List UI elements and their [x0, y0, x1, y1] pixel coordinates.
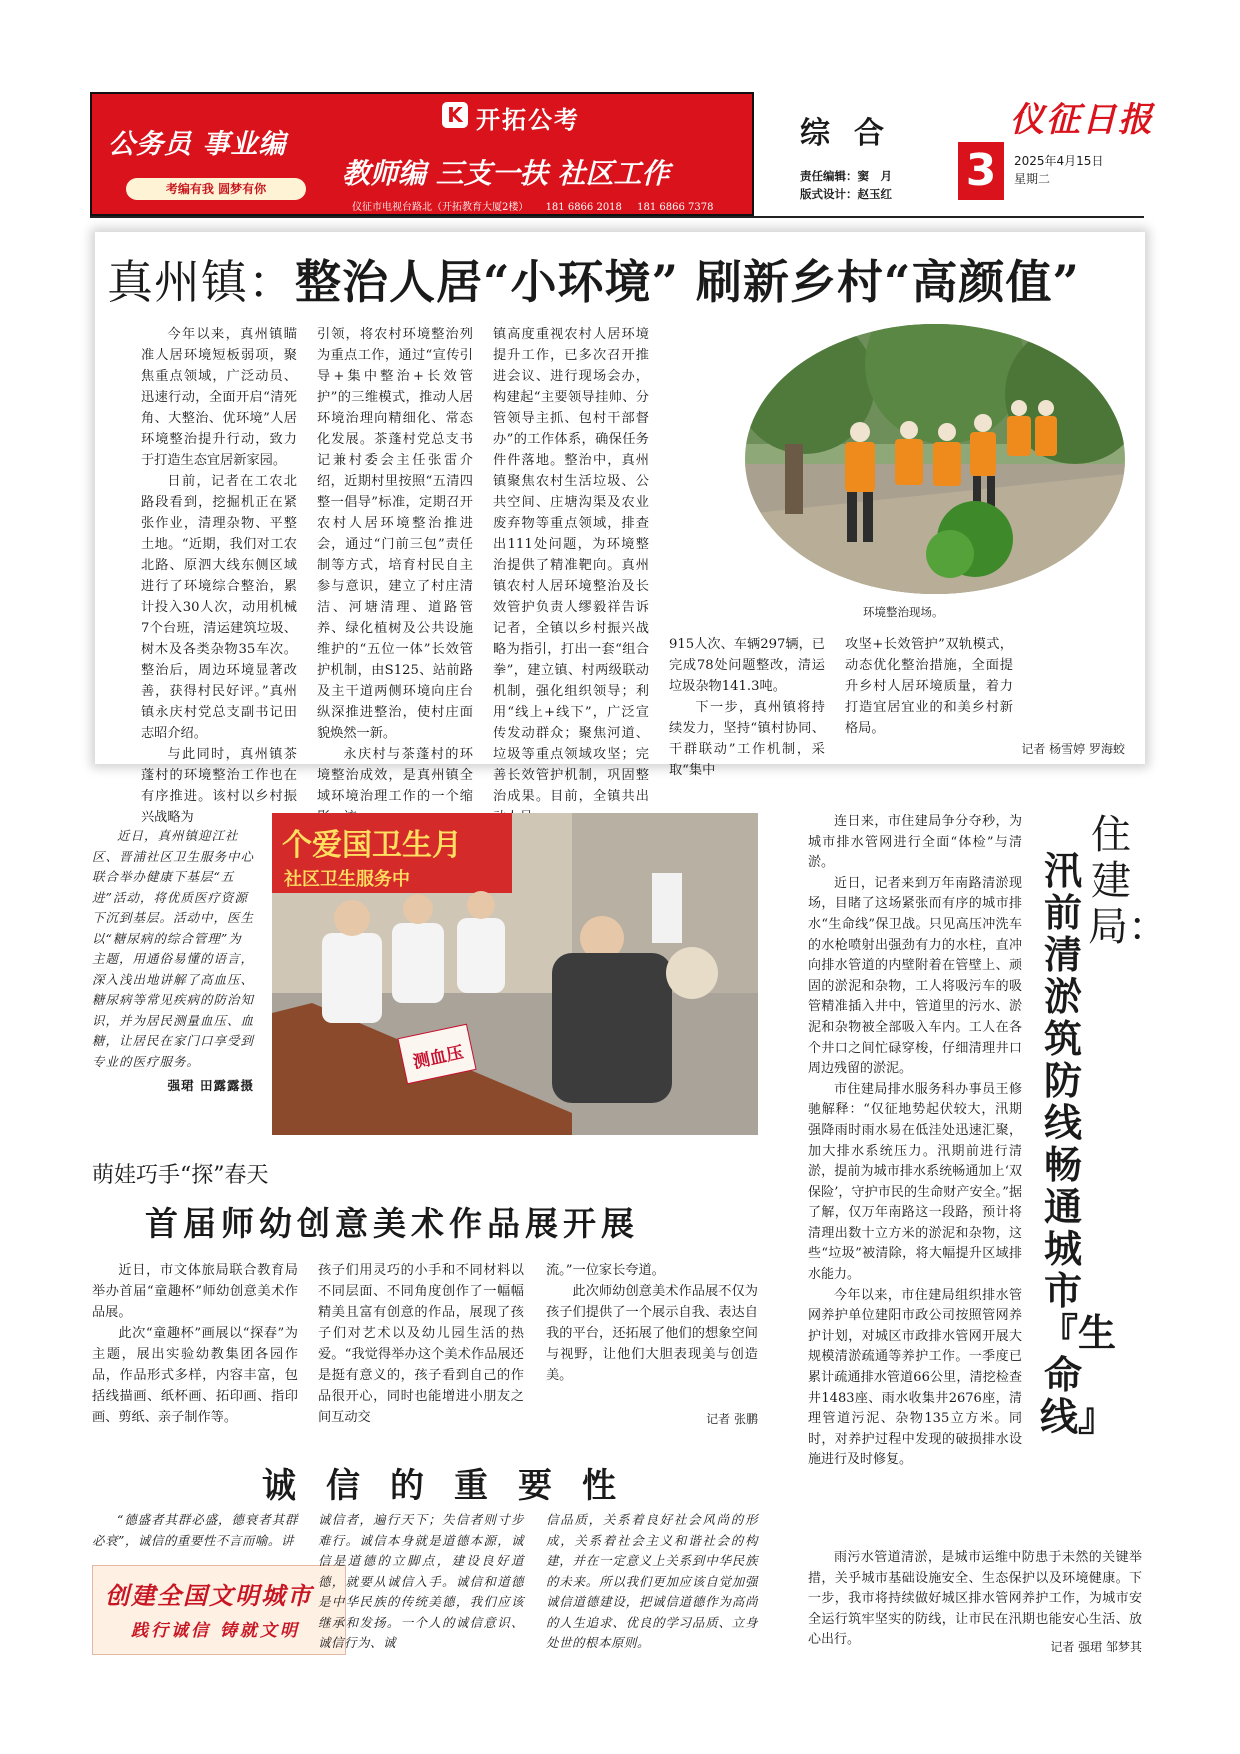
kids-article-kicker: 萌娃巧手“探”春天	[92, 1163, 269, 1188]
newspaper-logo: 仪征日报	[1010, 100, 1154, 140]
editor-credit: 责任编辑：窦 月	[800, 169, 892, 183]
paragraph: 与此同时，真州镇茶蓬村的环境整治工作也在有序推进。该村以乡村振兴战略为	[141, 747, 297, 825]
issue-weekday: 星期二	[1014, 172, 1051, 186]
cleanup-photo	[745, 324, 1125, 594]
right-article-title-prefix: 住建局：	[1088, 812, 1168, 950]
advertisement-banner	[90, 92, 754, 216]
health-photo-caption	[92, 826, 254, 1097]
paragraph: 日前，记者在工农北路段看到，挖掘机正在紧张作业，清理杂物、平整土地。“近期，我们对工农北路、原泗大线东侧区域进行了环境综合整治，累计投入30人次，动用机械7个台班，清运建筑垃圾、树木及各类杂物35车次。整治后，周边环境显著改善，获得村民好评。”真州镇永庆村党总支副书记田志昭介绍。	[141, 474, 297, 741]
paragraph: 引领，将农村环境整治列为重点工作，通过“宣传引导+集中整治+长效管护”的三维模式，推动人居环境治理向精细化、常态化发展。茶蓬村党总支书记兼村委会主任张雷介绍，近期村里按照“五清四整一倡导”标准，定期召开农村人居环境整治推进会，通过“门前三包”责任制等方式，培育村民自主参与意识，建立了村庄清洁、河塘清理、道路管养、绿化植树及公共设施维护的“五位一体”长效管护机制，由S125、站前路及主干道两侧环境向庄台纵深推进整治，使村庄面貌焕然一新。	[317, 327, 473, 741]
headline-main: 整治人居“小环境” 刷新乡村“高颜值”	[295, 255, 1080, 309]
top-article-card	[95, 232, 1145, 825]
headline-prefix: 真州镇：	[107, 255, 295, 309]
photo-caption: 环境整治现场。	[863, 605, 944, 619]
paragraph: 915人次、车辆297辆，已完成78处问题整改，清运垃圾杂物141.3吨。	[669, 637, 825, 694]
ad-address-text: 仪征市电视台路北（开拓教育大厦2楼）	[352, 202, 529, 213]
paragraph: 此次师幼创意美术作品展不仅为孩子们提供了一个展示自我、表达自我的平台，还拓展了他们的想象空间与视野，让他们大胆表现美与创造美。	[546, 1284, 758, 1383]
paragraph: 攻坚+长效管护”双轨模式，动态优化整治措施，全面提升乡村人居环境质量，着力打造宜居宜业的和美乡村新格局。	[845, 637, 1013, 736]
ad-right-title: 教师编 三支一扶 社区工作	[342, 157, 670, 190]
designer-credit: 版式设计：赵玉红	[800, 187, 892, 201]
kids-article-byline: 记者 张鹏	[706, 1412, 758, 1426]
kids-article-headline: 首届师幼创意美术作品展开展	[145, 1204, 639, 1243]
kids-article-col-1	[92, 1260, 298, 1428]
ad-address	[352, 198, 713, 213]
ad-left-title: 公务员 事业编	[108, 129, 287, 160]
paragraph: 雨污水管道清淤，是城市运维中防患于未然的关键举措，关乎城市基础设施安全、生态保护以及环境健康。下一步，我市将持续做好城区排水管网养护工作，为城市安全运行筑牢坚实的防线，让市民在汛期也能安心生活、放心出行。	[808, 1550, 1142, 1648]
right-article-body-lower	[808, 1548, 1142, 1651]
right-article-body-upper	[808, 812, 1022, 1471]
health-service-photo	[272, 813, 758, 1135]
honesty-essay-title: 诚信的重要性	[262, 1466, 646, 1506]
top-article-col-2	[317, 324, 473, 828]
ad-phone-1: 181 6866 2018	[545, 202, 622, 213]
paragraph: 诚信者，遍行天下；失信者则寸步难行。诚信本身就是道德本源，诚信是道德的立脚点，建设良好道德，就要从诚信入手。诚信和道德是中华民族的传统美德，我们应该继承和发扬。一个人的诚信意识、诚信行为、诚	[318, 1512, 524, 1650]
paragraph: “德盛者其群必盛，德衰者其群必衰”，诚信的重要性不言而喻。讲	[92, 1512, 298, 1548]
page-number: 3	[958, 142, 1004, 200]
ad-phone-2: 181 6866 7378	[637, 202, 714, 213]
paragraph: 流。”一位家长夸道。	[546, 1263, 665, 1278]
paragraph: 近日，市文体旅局联合教育局举办首届“童趣杯”师幼创意美术作品展。	[92, 1263, 298, 1320]
caption-text: 近日，真州镇迎江社区、晋浦社区卫生服务中心联合举办健康下基层“五进”活动，将优质医疗资源下沉到基层。活动中，医生以“糖尿病的综合管理”为主题，用通俗易懂的语言，深入浅出地讲解了高血压、糖尿病等常见疾病的防治知识，并为居民测量血压、血糖，让居民在家门口享受到专业的医疗服务。	[92, 828, 255, 1069]
photo-credit: 强珺 田露露摄	[167, 1078, 254, 1093]
cleanup-photo-image	[745, 324, 1125, 594]
paragraph: 近日，记者来到万年南路清淤现场，目睹了这场紧张而有序的城市排水“生命线”保卫战。只见高压冲洗车的水枪喷射出强劲有力的水柱，直冲向排水管道的内壁附着在管壁上、顽固的淤泥和杂物，工人将吸污车的吸管精准插入井中，管道里的污水、淤泥和杂物被全部吸入车内。工人在各个井口之间忙碌穿梭，仔细清理井口周边残留的淤泥。	[808, 875, 1022, 1077]
paragraph: 永庆村与茶蓬村的环境整治成效，是真州镇全域环境治理工作的一个缩	[317, 747, 473, 804]
honesty-essay-col-2	[318, 1510, 524, 1654]
kids-article-col-2	[318, 1260, 524, 1428]
header-divider	[90, 216, 1144, 218]
civilization-promo-banner	[92, 1565, 346, 1655]
honesty-essay-col-1	[92, 1510, 298, 1551]
top-article-headline	[107, 246, 1080, 312]
paragraph: 孩子们用灵巧的小手和不同材料以不同层面、不同角度创作了一幅幅精美且富有创意的作品，展现了孩子们对艺术以及幼儿园生活的热爱。“我觉得举办这个美术作品展还是挺有意义的，孩子看到自己的作品很开心，同时也能增进小朋友之间互动交	[318, 1263, 524, 1425]
top-article-col-3	[493, 324, 649, 828]
sign-text: 测血压	[411, 1042, 466, 1073]
banner-subtext: 社区卫生服务中	[284, 869, 410, 890]
paragraph: 下一步，真州镇将持续发力，坚持“镇村协同、干群联动”工作机制，采取“集中	[669, 700, 825, 778]
top-article-byline: 记者 杨雪婷 罗海蛟	[1021, 742, 1125, 756]
paragraph: 市住建局排水服务科办事员王修驰解释：“仅征地势起伏较大，汛期强降雨时雨水易在低洼处迅速汇聚，加大排水系统压力。汛期前进行清淤，提前为城市排水系统畅通加上‘双保险’，守护市民的生命财产安全。”据了解，仅万年南路这一段路，预计将清理出数十立方米的淤泥和杂物，这些“垃圾”被清除，将大幅提升区域排水能力。	[808, 1081, 1022, 1283]
top-article-col-4	[669, 634, 825, 781]
honesty-essay-col-3	[546, 1510, 758, 1654]
ad-logo-icon: K	[442, 102, 468, 128]
ad-brand-name: 开拓公考	[476, 106, 580, 134]
promo-line-1: 创建全国文明城市	[105, 1581, 313, 1610]
right-article-title-main: 汛前清淤筑防线 畅通城市『生命线』	[1040, 848, 1117, 1439]
paragraph: 信品质，关系着良好社会风尚的形成，关系着社会主义和谐社会的构建，并在一定意义上关系到中华民族的未来。所以我们更加应该自觉加强诚信道德建设，把诚信道德作为高尚的人生追求、优良的学习品质、立身处世的根本原则。	[546, 1512, 758, 1650]
kids-article-col-3	[546, 1260, 758, 1386]
promo-line-2: 践行诚信 铸就文明	[131, 1621, 300, 1641]
top-article-col-5	[845, 634, 1013, 739]
paragraph: 此次“童趣杯”画展以“探春”为主题，展出实验幼教集团各园作品，作品形式多样，内容丰富，包括线描画、纸杯画、拓印画、指印画、剪纸、亲子制作等。	[92, 1326, 298, 1425]
paragraph: 今年以来，市住建局组织排水管网养护单位建阳市政公司按照管网养护计划，对城区市政排水管网开展大规模清淤疏通等养护工作。一季度已累计疏通排水管道66公里，清挖检查井1483座、雨水收集井2676座，清理管道污泥、杂物135立方米。同时，对养护过程中发现的破损排水设施进行及时修复。	[808, 1287, 1022, 1468]
top-article-col-1	[141, 324, 297, 828]
issue-date: 2025年4月15日	[1014, 154, 1104, 168]
paragraph: 镇高度重视农村人居环境提升工作，已多次召开推进会议、进行现场会办，构建起“主要领导挂帅、分管领导主抓、包村干部督办”的工作体系，确保任务件件落地。整治中，真州镇聚焦农村生活垃圾、公共空间、庄塘沟渠及农业废弃物等重点领域，排查出111处问题，为环境整治提供了精准靶向。真州镇农村人居环境整治及长效管护负责人缪毅祥告诉记者，全镇以乡村振兴战略为指引，打出一套“组合拳”，建立镇、村两级联动机制，强化组织领导；利用“线上+线下”，广泛宣传发动群众；聚焦河道、垃圾等重点领域攻坚；完善长效管护机制，巩固整治成果。目前，全镇共出	[493, 327, 649, 804]
right-article-byline: 记者 强珺 邹梦其	[1050, 1640, 1142, 1654]
banner-text: 个爱国卫生月	[282, 828, 462, 863]
paragraph: 连日来，市住建局争分夺秒，为城市排水管网进行全面“体检”与清淤。	[808, 814, 1022, 871]
paragraph: 今年以来，真州镇瞄准人居环境短板弱项，聚焦重点领域，广泛动员、迅速行动，全面开启“清死角、大整治、优环境”人居环境整治提升行动，致力于打造生态宜居新家园。	[141, 327, 297, 468]
ad-slogan: 考编有我 圆梦有你	[126, 178, 306, 200]
section-title: 综合	[800, 116, 908, 151]
health-service-photo-image	[272, 813, 758, 1135]
